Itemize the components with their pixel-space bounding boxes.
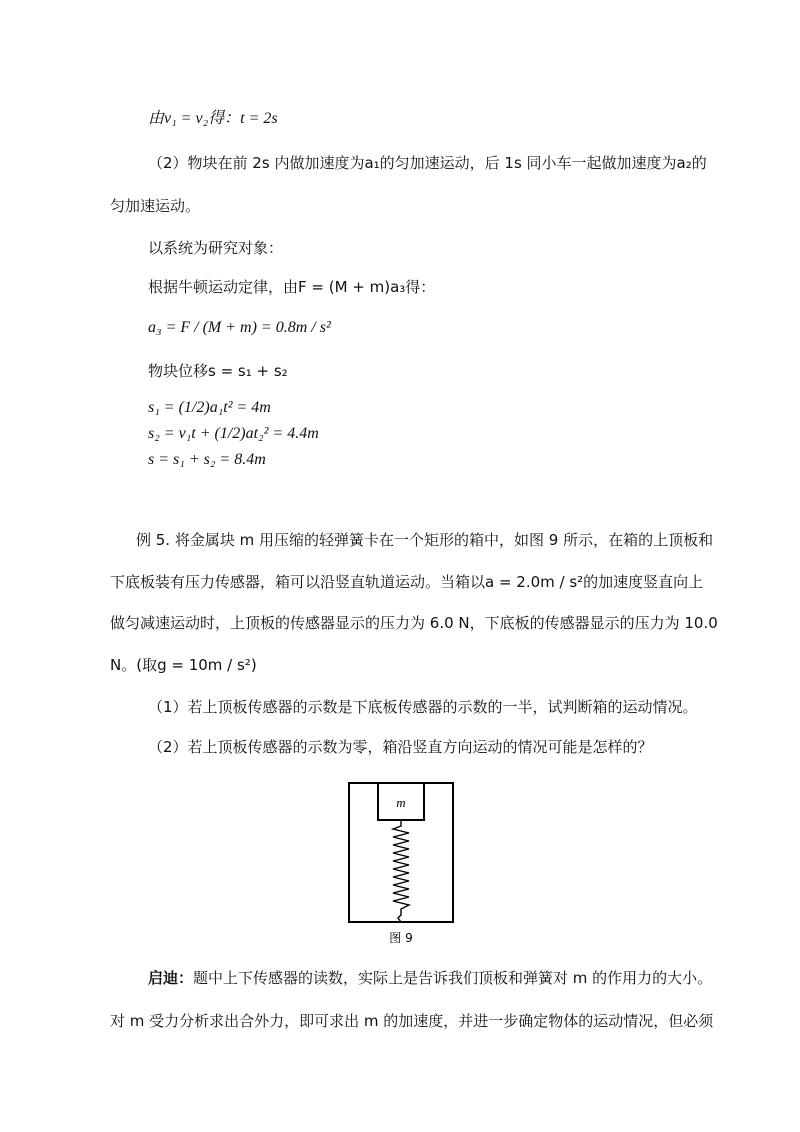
example5-line-2: 下底板装有压力传感器，箱可以沿竖直轨道运动。当箱以a = 2.0m / s²的加速度竖直向上 <box>110 573 704 591</box>
equation-s-total: s = s₁ + s₂ = 8.4m <box>148 451 266 468</box>
text-line-1: 由v₁ = v₂得：t = 2s <box>148 110 278 127</box>
equation-s2: s₂ = v₁t + (1/2)at₂² = 4.4m <box>148 425 319 442</box>
figure-caption: 图 9 <box>389 931 413 945</box>
spring <box>393 820 409 922</box>
equation-s1: s₁ = (1/2)a₁t² = 4m <box>148 399 271 416</box>
figure-9-box-spring-diagram <box>346 780 456 945</box>
text-line-2: （2）物块在前 2s 内做加速度为a₁的匀加速运动，后 1s 同小车一起做加速度为a₂的 <box>148 154 707 172</box>
text-line-4: 以系统为研究对象： <box>148 239 284 257</box>
equation-a3: a₃ = F / (M + m) = 0.8m / s² <box>148 319 331 336</box>
box-spring-svg <box>346 780 456 945</box>
block-label: m <box>396 795 406 810</box>
hint-line-2: 对 m 受力分析求出合外力，即可求出 m 的加速度，并进一步确定物体的运动情况，但必须 <box>110 1012 714 1030</box>
text-line-7: 物块位移s = s₁ + s₂ <box>148 362 288 380</box>
example5-line-3: 做匀减速运动时，上顶板的传感器显示的压力为 6.0 N，下底板的传感器显示的压力为 10.0 <box>110 614 718 632</box>
hint-text: 题中上下传感器的读数，实际上是告诉我们顶板和弹簧对 m 的作用力的大小。 <box>193 969 713 987</box>
example5-line-4: N。(取g = 10m / s²) <box>110 656 257 674</box>
example5-line-1: 例 5. 将金属块 m 用压缩的轻弹簧卡在一个矩形的箱中，如图 9 所示，在箱的上顶板和 <box>136 531 714 549</box>
question-1: （1）若上顶板传感器的示数是下底板传感器的示数的一半，试判断箱的运动情况。 <box>148 698 698 716</box>
text-line-3: 匀加速运动。 <box>110 197 201 215</box>
hint-label: 启迪： <box>148 969 194 987</box>
hint-line-1 <box>148 968 712 988</box>
text-line-5: 根据牛顿运动定律，由F = (M + m)a₃得： <box>148 278 436 296</box>
question-2: （2）若上顶板传感器的示数为零，箱沿竖直方向运动的情况可能是怎样的？ <box>148 738 653 756</box>
